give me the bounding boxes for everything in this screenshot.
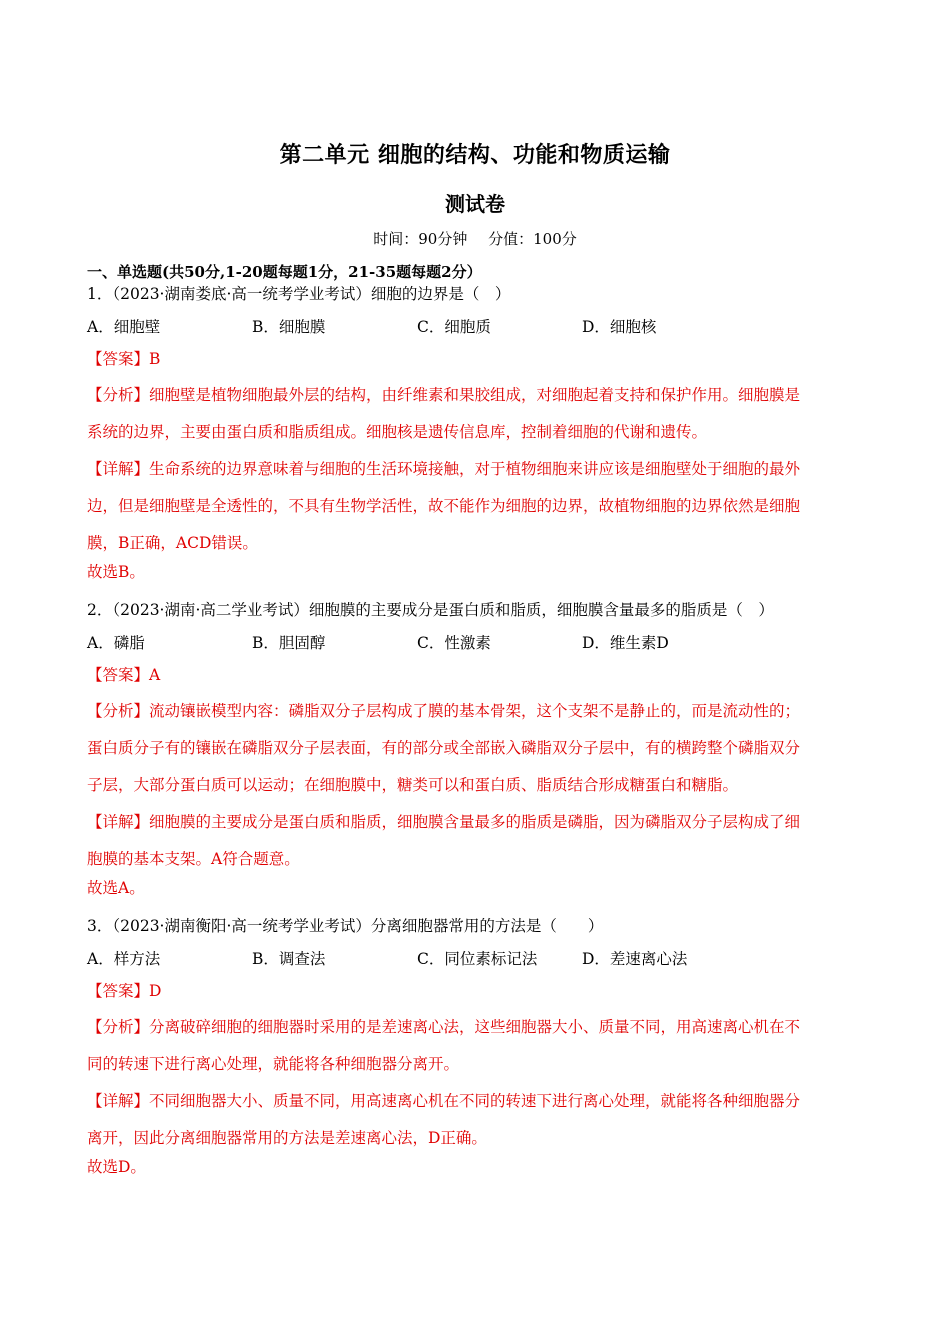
detail-line: 边，但是细胞壁是全透性的，不具有生物学活性，故不能作为细胞的边界，故植物细胞的边界依然是细胞 bbox=[87, 497, 801, 515]
detail-line: 膜，B正确，ACD错误。 bbox=[87, 534, 258, 552]
analysis-line: 同的转速下进行离心处理，就能将各种细胞器分离开。 bbox=[87, 1055, 460, 1073]
detail-line: 离开，因此分离细胞器常用的方法是差速离心法，D正确。 bbox=[87, 1129, 487, 1147]
question-options bbox=[87, 946, 859, 970]
analysis-line: 系统的边界，主要由蛋白质和脂质组成。细胞核是遗传信息库，控制着细胞的代谢和遗传。 bbox=[87, 423, 708, 441]
conclusion: 故选A。 bbox=[87, 879, 145, 897]
question-options bbox=[87, 630, 859, 654]
option-b: B．细胞膜 bbox=[252, 318, 326, 336]
document-subtitle: 测试卷 bbox=[445, 192, 505, 216]
exam-meta bbox=[0, 228, 950, 249]
analysis-line: 【分析】流动镶嵌模型内容：磷脂双分子层构成了膜的基本骨架，这个支架不是静止的，而是流动性的； bbox=[87, 702, 801, 720]
question-options bbox=[87, 314, 859, 338]
answer: 【答案】B bbox=[87, 350, 161, 368]
exam-content bbox=[87, 262, 859, 1177]
option-d: D．差速离心法 bbox=[582, 950, 688, 968]
conclusion: 故选B。 bbox=[87, 563, 145, 581]
question-stem: 1．（2023·湖南娄底·高一统考学业考试）细胞的边界是（ ） bbox=[87, 285, 511, 303]
option-c: C．细胞质 bbox=[417, 318, 491, 336]
option-d: D．细胞核 bbox=[582, 318, 657, 336]
detail-line: 【详解】不同细胞器大小、质量不同，用高速离心机在不同的转速下进行离心处理，就能将各种细胞器分 bbox=[87, 1092, 801, 1110]
option-d: D．维生素D bbox=[582, 634, 669, 652]
exam-score: 分值：100分 bbox=[488, 230, 577, 248]
analysis-line: 蛋白质分子有的镶嵌在磷脂双分子层表面，有的部分或全部嵌入磷脂双分子层中，有的横跨整个磷脂双分 bbox=[87, 739, 801, 757]
option-a: A．磷脂 bbox=[87, 634, 145, 652]
option-a: A．细胞壁 bbox=[87, 318, 161, 336]
section-heading: 一、单选题(共50分,1-20题每题1分，21-35题每题2分） bbox=[87, 263, 482, 281]
detail-line: 【详解】生命系统的边界意味着与细胞的生活环境接触，对于植物细胞来讲应该是细胞壁处于细胞的最外 bbox=[87, 460, 801, 478]
conclusion: 故选D。 bbox=[87, 1158, 146, 1176]
detail-line: 【详解】细胞膜的主要成分是蛋白质和脂质，细胞膜含量最多的脂质是磷脂，因为磷脂双分子层构成了细 bbox=[87, 813, 801, 831]
option-c: C．同位素标记法 bbox=[417, 950, 538, 968]
question-stem: 2．（2023·湖南·高二学业考试）细胞膜的主要成分是蛋白质和脂质，细胞膜含量最多的脂质是（ ） bbox=[87, 601, 774, 619]
option-b: B．胆固醇 bbox=[252, 634, 326, 652]
option-b: B．调查法 bbox=[252, 950, 326, 968]
document-title: 第二单元 细胞的结构、功能和物质运输 bbox=[279, 142, 671, 168]
option-c: C．性激素 bbox=[417, 634, 491, 652]
option-a: A．样方法 bbox=[87, 950, 161, 968]
exam-time: 时间：90分钟 bbox=[373, 230, 468, 248]
detail-line: 胞膜的基本支架。A符合题意。 bbox=[87, 850, 300, 868]
question-stem: 3．（2023·湖南衡阳·高一统考学业考试）分离细胞器常用的方法是（ ） bbox=[87, 917, 604, 935]
answer: 【答案】D bbox=[87, 982, 162, 1000]
analysis-line: 子层，大部分蛋白质可以运动；在细胞膜中，糖类可以和蛋白质、脂质结合形成糖蛋白和糖脂。 bbox=[87, 776, 739, 794]
question-2 bbox=[87, 600, 859, 898]
question-3 bbox=[87, 916, 859, 1177]
analysis-line: 【分析】分离破碎细胞的细胞器时采用的是差速离心法，这些细胞器大小、质量不同，用高速离心机在不 bbox=[87, 1018, 801, 1036]
analysis-line: 【分析】细胞壁是植物细胞最外层的结构，由纤维素和果胶组成，对细胞起着支持和保护作用。细胞膜是 bbox=[87, 386, 801, 404]
question-1 bbox=[87, 284, 859, 582]
answer: 【答案】A bbox=[87, 666, 161, 684]
